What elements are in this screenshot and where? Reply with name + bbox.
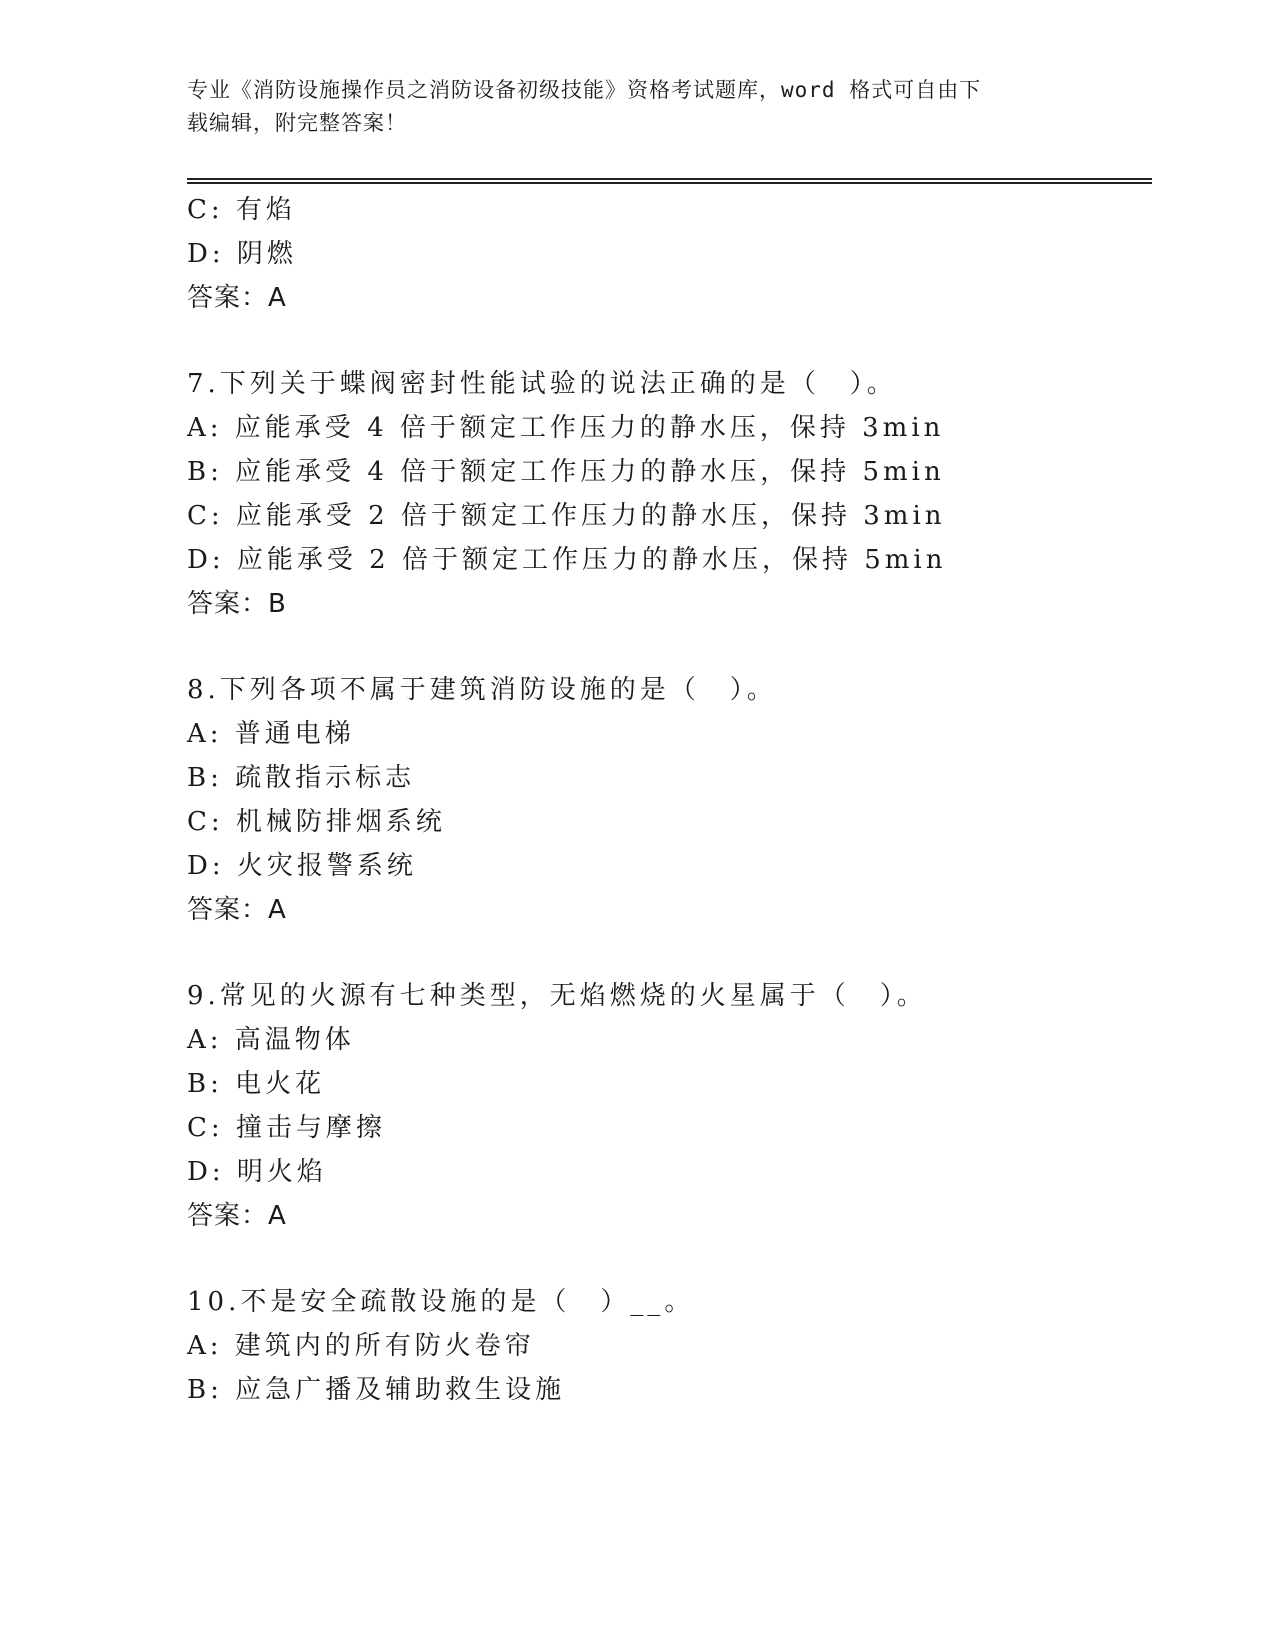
option-d: D: 火灾报警系统	[187, 851, 417, 881]
header-line-1: 专业《消防设施操作员之消防设备初级技能》资格考试题库，word 格式可自由下	[187, 78, 982, 102]
option-d: D: 应能承受 2 倍于额定工作压力的静水压，保持 5min	[187, 545, 947, 575]
option-b: B: 疏散指示标志	[187, 763, 416, 793]
option-c: C: 机械防排烟系统	[187, 807, 446, 837]
option-c: C: 撞击与摩擦	[187, 1113, 386, 1143]
answer-text: 答案：A	[187, 283, 287, 313]
option-a: A: 应能承受 4 倍于额定工作压力的静水压，保持 3min	[187, 413, 945, 443]
option-a: A: 普通电梯	[187, 719, 355, 749]
option-a: A: 建筑内的所有防火卷帘	[187, 1331, 535, 1361]
page-header	[187, 74, 1087, 140]
option-a: A: 高温物体	[187, 1025, 355, 1055]
question-stem: 7.下列关于蝶阀密封性能试验的说法正确的是（ ）。	[187, 369, 897, 399]
answer-text: 答案：B	[187, 589, 287, 619]
answer-text: 答案：A	[187, 895, 287, 925]
question-stem: 9.常见的火源有七种类型，无焰燃烧的火星属于（ ）。	[187, 981, 927, 1011]
option-d: D: 阴燃	[187, 239, 297, 269]
header-divider-bottom	[187, 182, 1152, 184]
header-line-2: 载编辑，附完整答案！	[187, 111, 407, 135]
option-b: B: 电火花	[187, 1069, 326, 1099]
answer-text: 答案：A	[187, 1201, 287, 1231]
option-b: B: 应急广播及辅助救生设施	[187, 1375, 566, 1405]
option-d: D: 明火焰	[187, 1157, 327, 1187]
option-c: C: 应能承受 2 倍于额定工作压力的静水压，保持 3min	[187, 501, 946, 531]
question-stem: 10.不是安全疏散设施的是（ ）__。	[187, 1287, 695, 1317]
option-c: C: 有焰	[187, 195, 296, 225]
option-b: B: 应能承受 4 倍于额定工作压力的静水压，保持 5min	[187, 457, 945, 487]
header-divider-top	[187, 178, 1152, 180]
question-stem: 8.下列各项不属于建筑消防设施的是（ ）。	[187, 675, 777, 705]
